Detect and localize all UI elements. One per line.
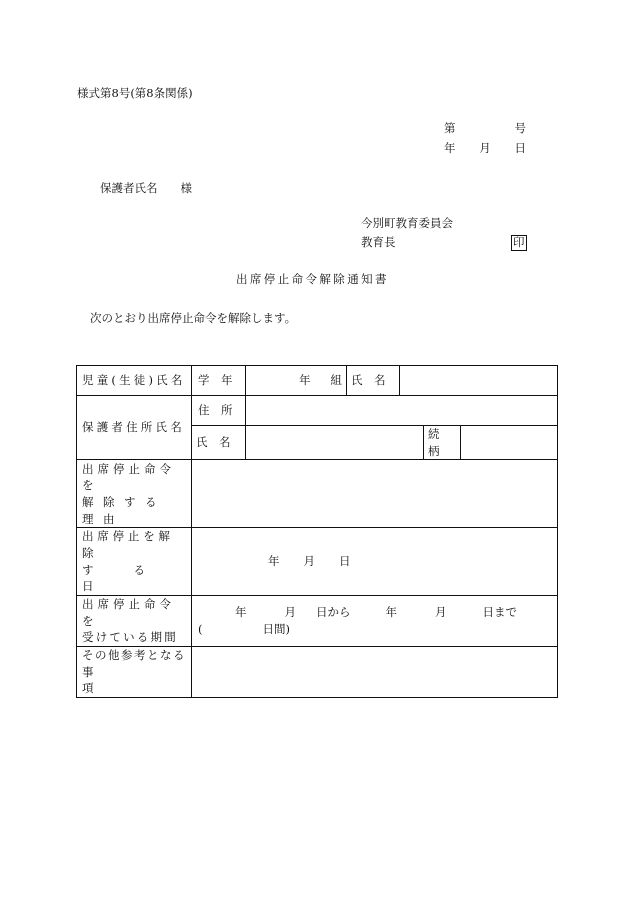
doc-number <box>444 123 526 135</box>
remarks-label-line2: 事項 <box>82 664 172 696</box>
reason-value-cell[interactable] <box>192 460 558 528</box>
release-date-label-cell <box>77 528 192 596</box>
guardian-name-label-cell <box>192 426 246 460</box>
period-days-open: ( <box>198 622 203 637</box>
period-from-day: 日から <box>316 605 351 620</box>
issue-date-month: 月 <box>479 141 491 155</box>
remarks-label-line1: その他参考となる <box>82 648 186 663</box>
period-row <box>77 596 558 647</box>
period-label-line2: 受けている期間 <box>82 630 178 645</box>
period-to-month: 月 <box>435 605 447 620</box>
guardian-label: 保護者住所氏名 <box>82 420 185 435</box>
document-title: 出席停止命令解除通知書 <box>236 272 389 286</box>
issue-date-day: 日 <box>514 141 526 155</box>
grade-year-unit: 年 <box>299 373 311 388</box>
relation-label: 続柄 <box>428 427 444 458</box>
student-name-label: 児童(生徒)氏名 <box>82 373 186 388</box>
reason-label-line1: 出席停止命令を <box>82 461 175 493</box>
release-date-month: 月 <box>303 554 315 569</box>
issuer-org: 今別町教育委員会 <box>361 216 453 230</box>
issue-date <box>444 143 526 155</box>
student-name-value-cell[interactable] <box>400 366 558 396</box>
release-date-label-line1: 出席停止を解除 <box>82 529 174 561</box>
form-table <box>76 365 558 698</box>
period-from-month: 月 <box>284 605 296 620</box>
issue-date-year: 年 <box>444 141 456 155</box>
student-row <box>77 366 558 396</box>
doc-number-prefix: 第 <box>444 121 456 135</box>
body-text: 次のとおり出席停止命令を解除します。 <box>90 311 297 325</box>
release-date-value-cell[interactable] <box>192 528 558 596</box>
doc-number-suffix: 号 <box>514 121 526 135</box>
addressee: 保護者氏名 様 <box>100 181 192 195</box>
release-date-label-line2: する日 <box>82 562 185 594</box>
remarks-value-cell[interactable] <box>192 647 558 698</box>
release-date-day: 日 <box>339 554 351 569</box>
student-name-header-cell <box>347 366 400 396</box>
release-date-year: 年 <box>268 554 280 569</box>
seal-mark: 印 <box>513 235 525 249</box>
period-days-close: 日間) <box>262 622 290 637</box>
guardian-name-value-cell[interactable] <box>246 426 424 460</box>
release-date-row <box>77 528 558 596</box>
relation-label-cell <box>424 426 461 460</box>
grade-label-cell <box>192 366 246 396</box>
student-name-header: 氏 名 <box>351 373 386 388</box>
reason-row <box>77 460 558 528</box>
remarks-row <box>77 647 558 698</box>
reason-label-line2: 解除する理由 <box>82 494 166 526</box>
remarks-label-cell <box>77 647 192 698</box>
address-value-cell[interactable] <box>246 396 558 426</box>
grade-label: 学 年 <box>198 373 233 388</box>
guardian-label-cell <box>77 396 192 460</box>
period-label-cell <box>77 596 192 647</box>
address-label-cell <box>192 396 246 426</box>
period-to-day: 日まで <box>482 605 517 620</box>
period-label-line1: 出席停止命令を <box>82 597 175 628</box>
period-value-cell[interactable] <box>192 596 558 647</box>
form-number: 様式第8号(第8条関係) <box>77 86 193 100</box>
address-label: 住 所 <box>198 403 233 418</box>
period-to-year: 年 <box>385 605 397 620</box>
period-from-year: 年 <box>235 605 247 620</box>
guardian-address-row <box>77 396 558 426</box>
grade-class-unit: 組 <box>330 373 342 388</box>
relation-value-cell[interactable] <box>461 426 558 460</box>
guardian-name-label: 氏 名 <box>196 435 231 450</box>
grade-value-cell[interactable] <box>246 366 347 396</box>
reason-label-cell <box>77 460 192 528</box>
issuer-title: 教育長 <box>361 235 396 249</box>
student-name-label-cell <box>77 366 192 396</box>
